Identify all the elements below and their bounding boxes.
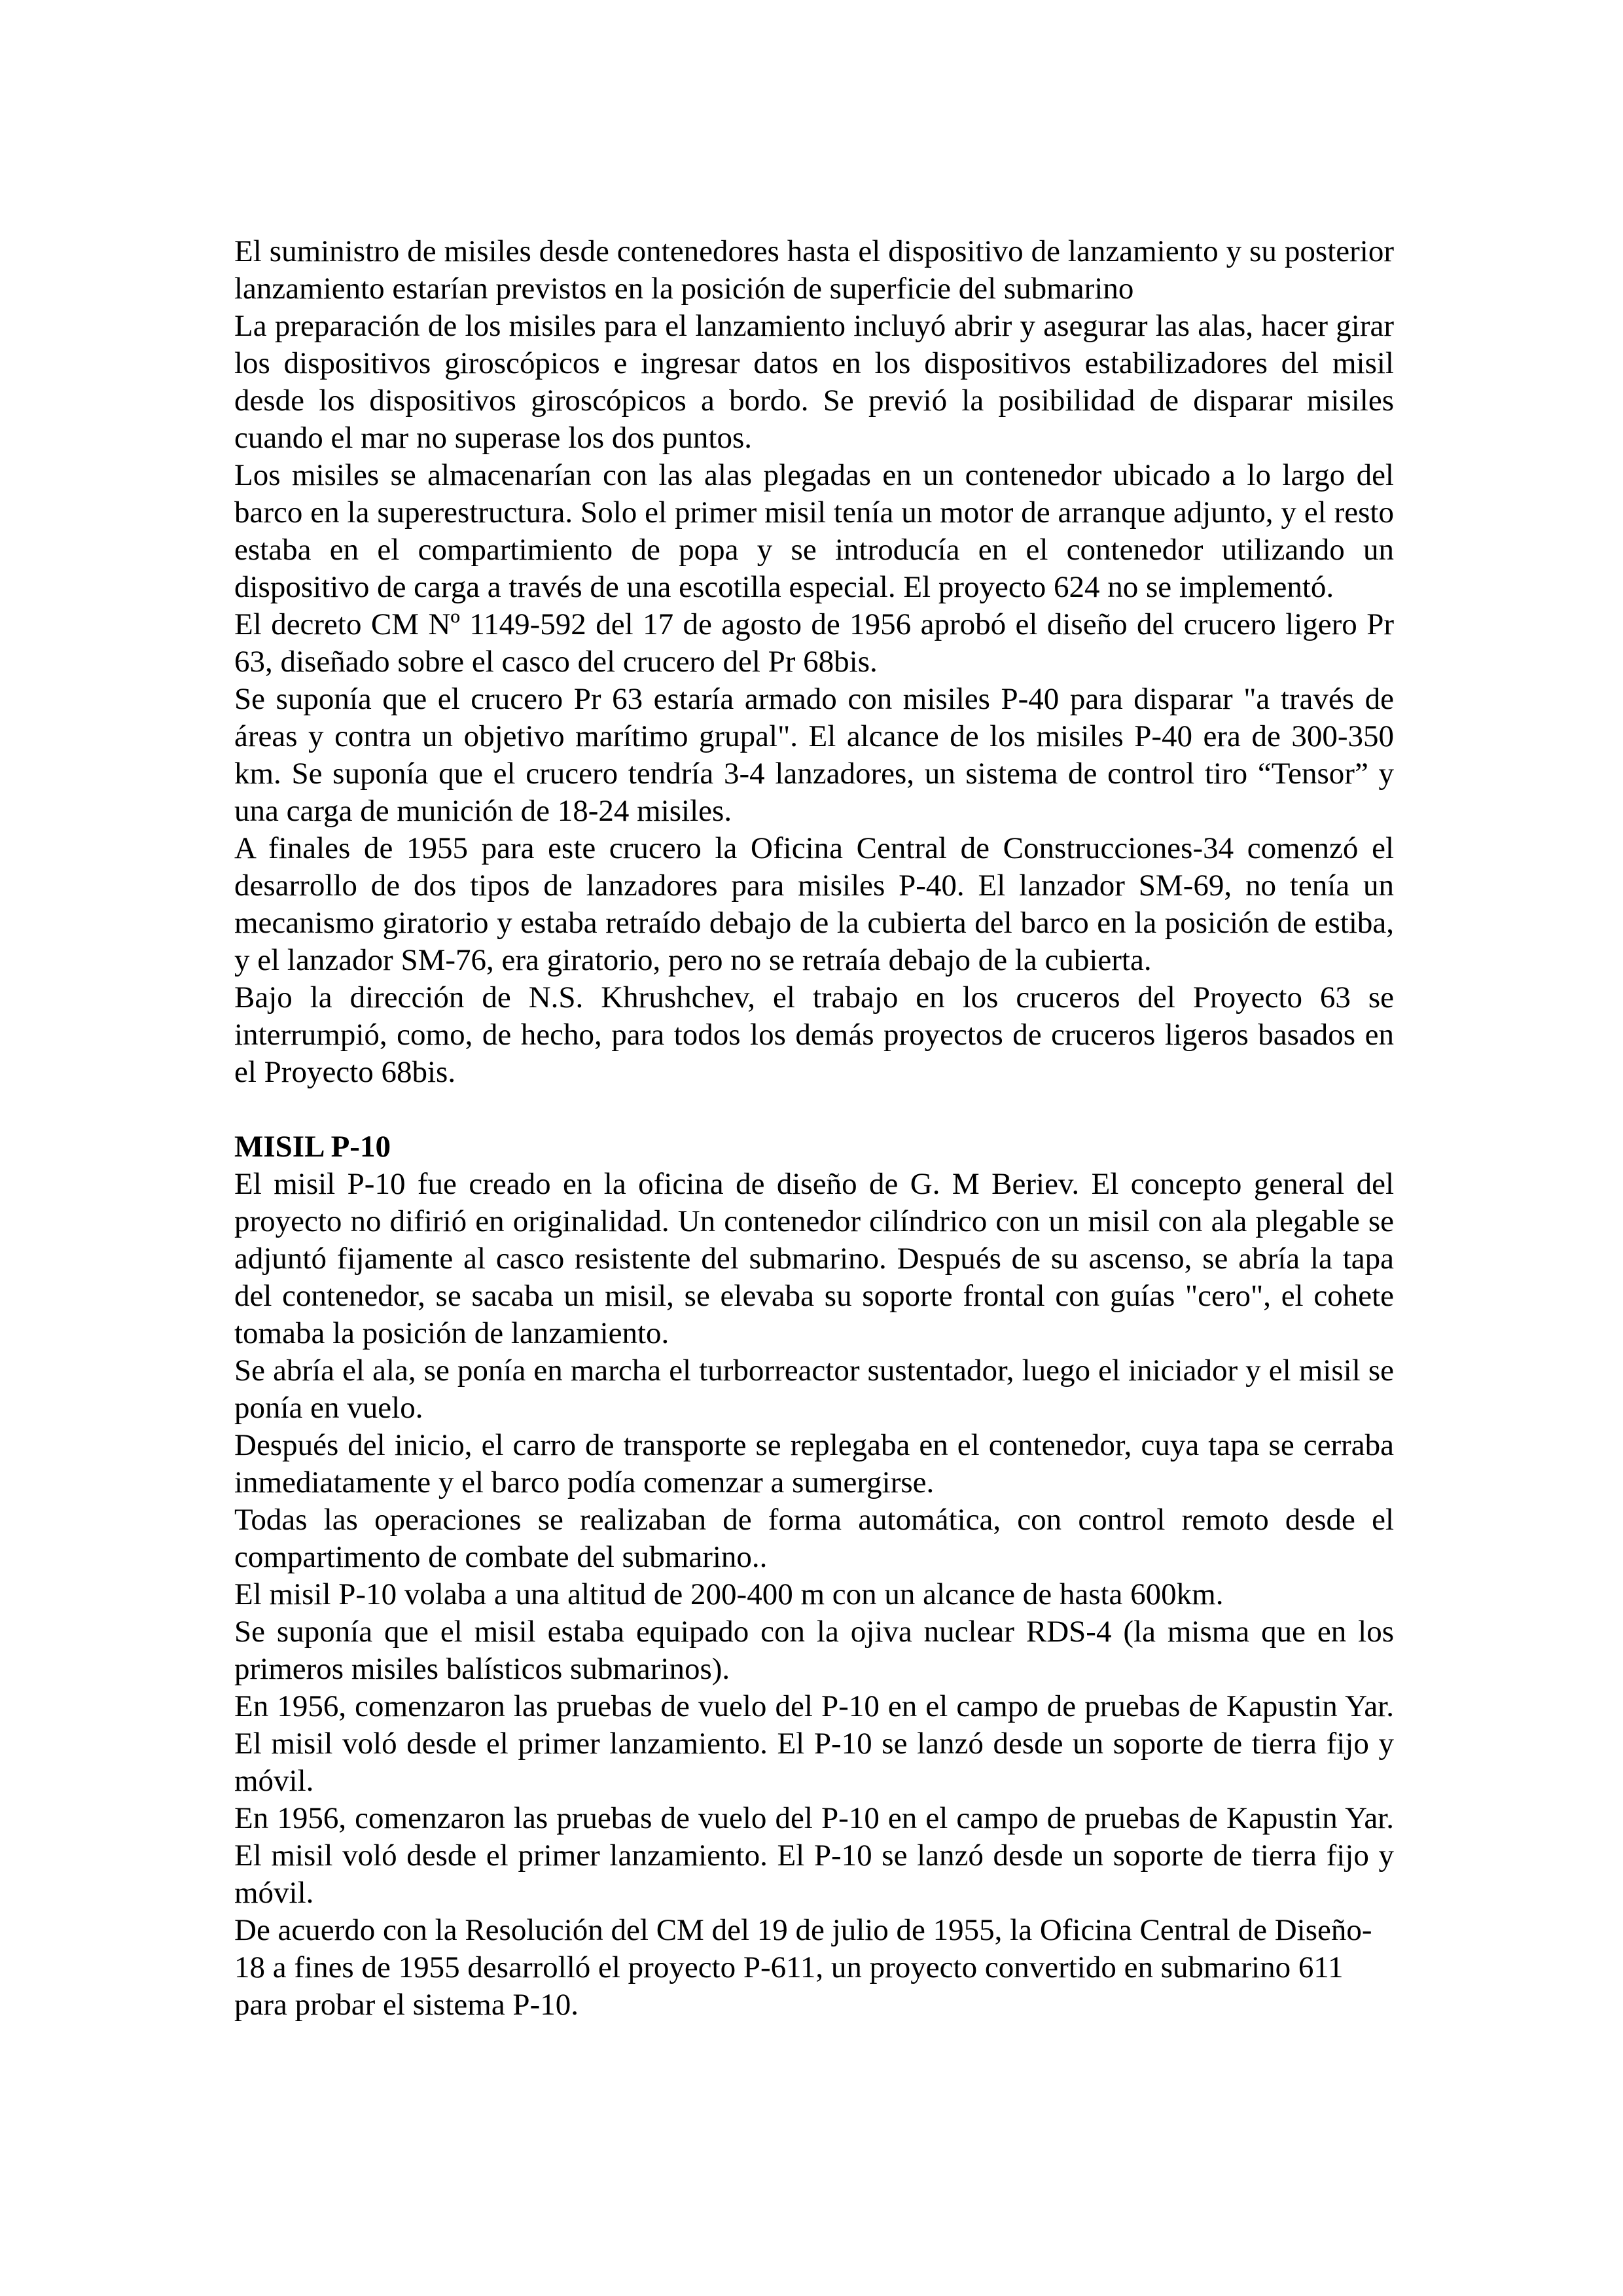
paragraph-missile-storage: Los misiles se almacenarían con las alas plegadas en un contenedor ubicado a lo largo del barco en la superestructura. Solo el primer misil tenía un motor de arranque adjunto, y el resto estaba en el compartimiento de popa y se introducía en el contenedor utilizando un dispositivo de carga a través de una escotilla especial. El proyecto 624 no se implementó. [234,458,1394,604]
paragraph-p611-project: De acuerdo con la Resolución del CM del 19 de julio de 1955, la Oficina Central de Diseño-18 a fines de 1955 desarrolló el proyecto P-611, un proyecto convertido en submarino 611 para probar el sistema P-10. [234,1913,1372,2022]
paragraph-p10-origin: El misil P-10 fue creado en la oficina de diseño de G. M Beriev. El concepto general del proyecto no difirió en originalidad. Un contenedor cilíndrico con un misil con ala plegable se adjuntó fijamente al casco resistente del submarino. Después de su ascenso, se abría la tapa del contenedor, se sacaba un misil, se elevaba su soporte frontal con guías "cero", el cohete tomaba la posición de lanzamiento. [234,1167,1394,1350]
paragraph-flight-tests-repeat: En 1956, comenzaron las pruebas de vuelo del P-10 en el campo de pruebas de Kapustin Yar. El misil voló desde el primer lanzamiento. El P-10 se lanzó desde un soporte de tierra fijo y móvil. [234,1801,1394,1910]
paragraph-wing-deploy: Se abría el ala, se ponía en marcha el turborreactor sustentador, luego el iniciador y el misil se ponía en vuelo. [234,1354,1394,1425]
paragraph-missile-preparation: La preparación de los misiles para el lanzamiento incluyó abrir y asegurar las alas, hacer girar los dispositivos giroscópicos e ingresar datos en los dispositivos estabilizadores del misil desde los dispositivos giroscópicos a bordo. Se previó la posibilidad de disparar misiles cuando el mar no superase los dos puntos. [234,309,1394,455]
document-page [234,233,1394,2024]
paragraph-flight-altitude: El misil P-10 volaba a una altitud de 200-400 m con un alcance de hasta 600km. [234,1577,1224,1611]
paragraph-launchers-development: A finales de 1955 para este crucero la Oficina Central de Construcciones-34 comenzó el desarrollo de dos tipos de lanzadores para misiles P-40. El lanzador SM-69, no tenía un mecanismo giratorio y estaba retraído debajo de la cubierta del barco en la posición de estiba, y el lanzador SM-76, era giratorio, pero no se retraía debajo de la cubierta. [234,831,1394,977]
paragraph-automatic-operations: Todas las operaciones se realizaban de forma automática, con control remoto desde el compartimento de combate del submarino.. [234,1503,1394,1574]
paragraph-project-interruption: Bajo la dirección de N.S. Khrushchev, el trabajo en los cruceros del Proyecto 63 se interrumpió, como, de hecho, para todos los demás proyectos de cruceros ligeros basados en el Proyecto 68bis. [234,980,1394,1089]
paragraph-cruiser-armament: Se suponía que el crucero Pr 63 estaría armado con misiles P-40 para disparar "a través de áreas y contra un objetivo marítimo grupal". El alcance de los misiles P-40 era de 300-350 km. Se suponía que el crucero tendría 3-4 lanzadores, un sistema de control tiro “Tensor” y una carga de munición de 18-24 misiles. [234,682,1394,828]
paragraph-flight-tests: En 1956, comenzaron las pruebas de vuelo del P-10 en el campo de pruebas de Kapustin Yar. El misil voló desde el primer lanzamiento. El P-10 se lanzó desde un soporte de tierra fijo y móvil. [234,1689,1394,1798]
paragraph-decree-cruiser: El decreto CM Nº 1149-592 del 17 de agosto de 1956 aprobó el diseño del crucero ligero Pr 63, diseñado sobre el casco del crucero del Pr 68bis. [234,607,1394,679]
paragraph-nuclear-warhead: Se suponía que el misil estaba equipado con la ojiva nuclear RDS-4 (la misma que en los primeros misiles balísticos submarinos). [234,1615,1394,1686]
section-heading: MISIL P-10 [234,1130,391,1164]
section-spacer [234,1091,1394,1128]
paragraph-after-launch: Después del inicio, el carro de transporte se replegaba en el contenedor, cuya tapa se cerraba inmediatamente y el barco podía comenzar a sumergirse. [234,1428,1394,1499]
paragraph-missile-supply: El suministro de misiles desde contenedores hasta el dispositivo de lanzamiento y su posterior lanzamiento estarían previstos en la posición de superficie del submarino [234,234,1394,306]
